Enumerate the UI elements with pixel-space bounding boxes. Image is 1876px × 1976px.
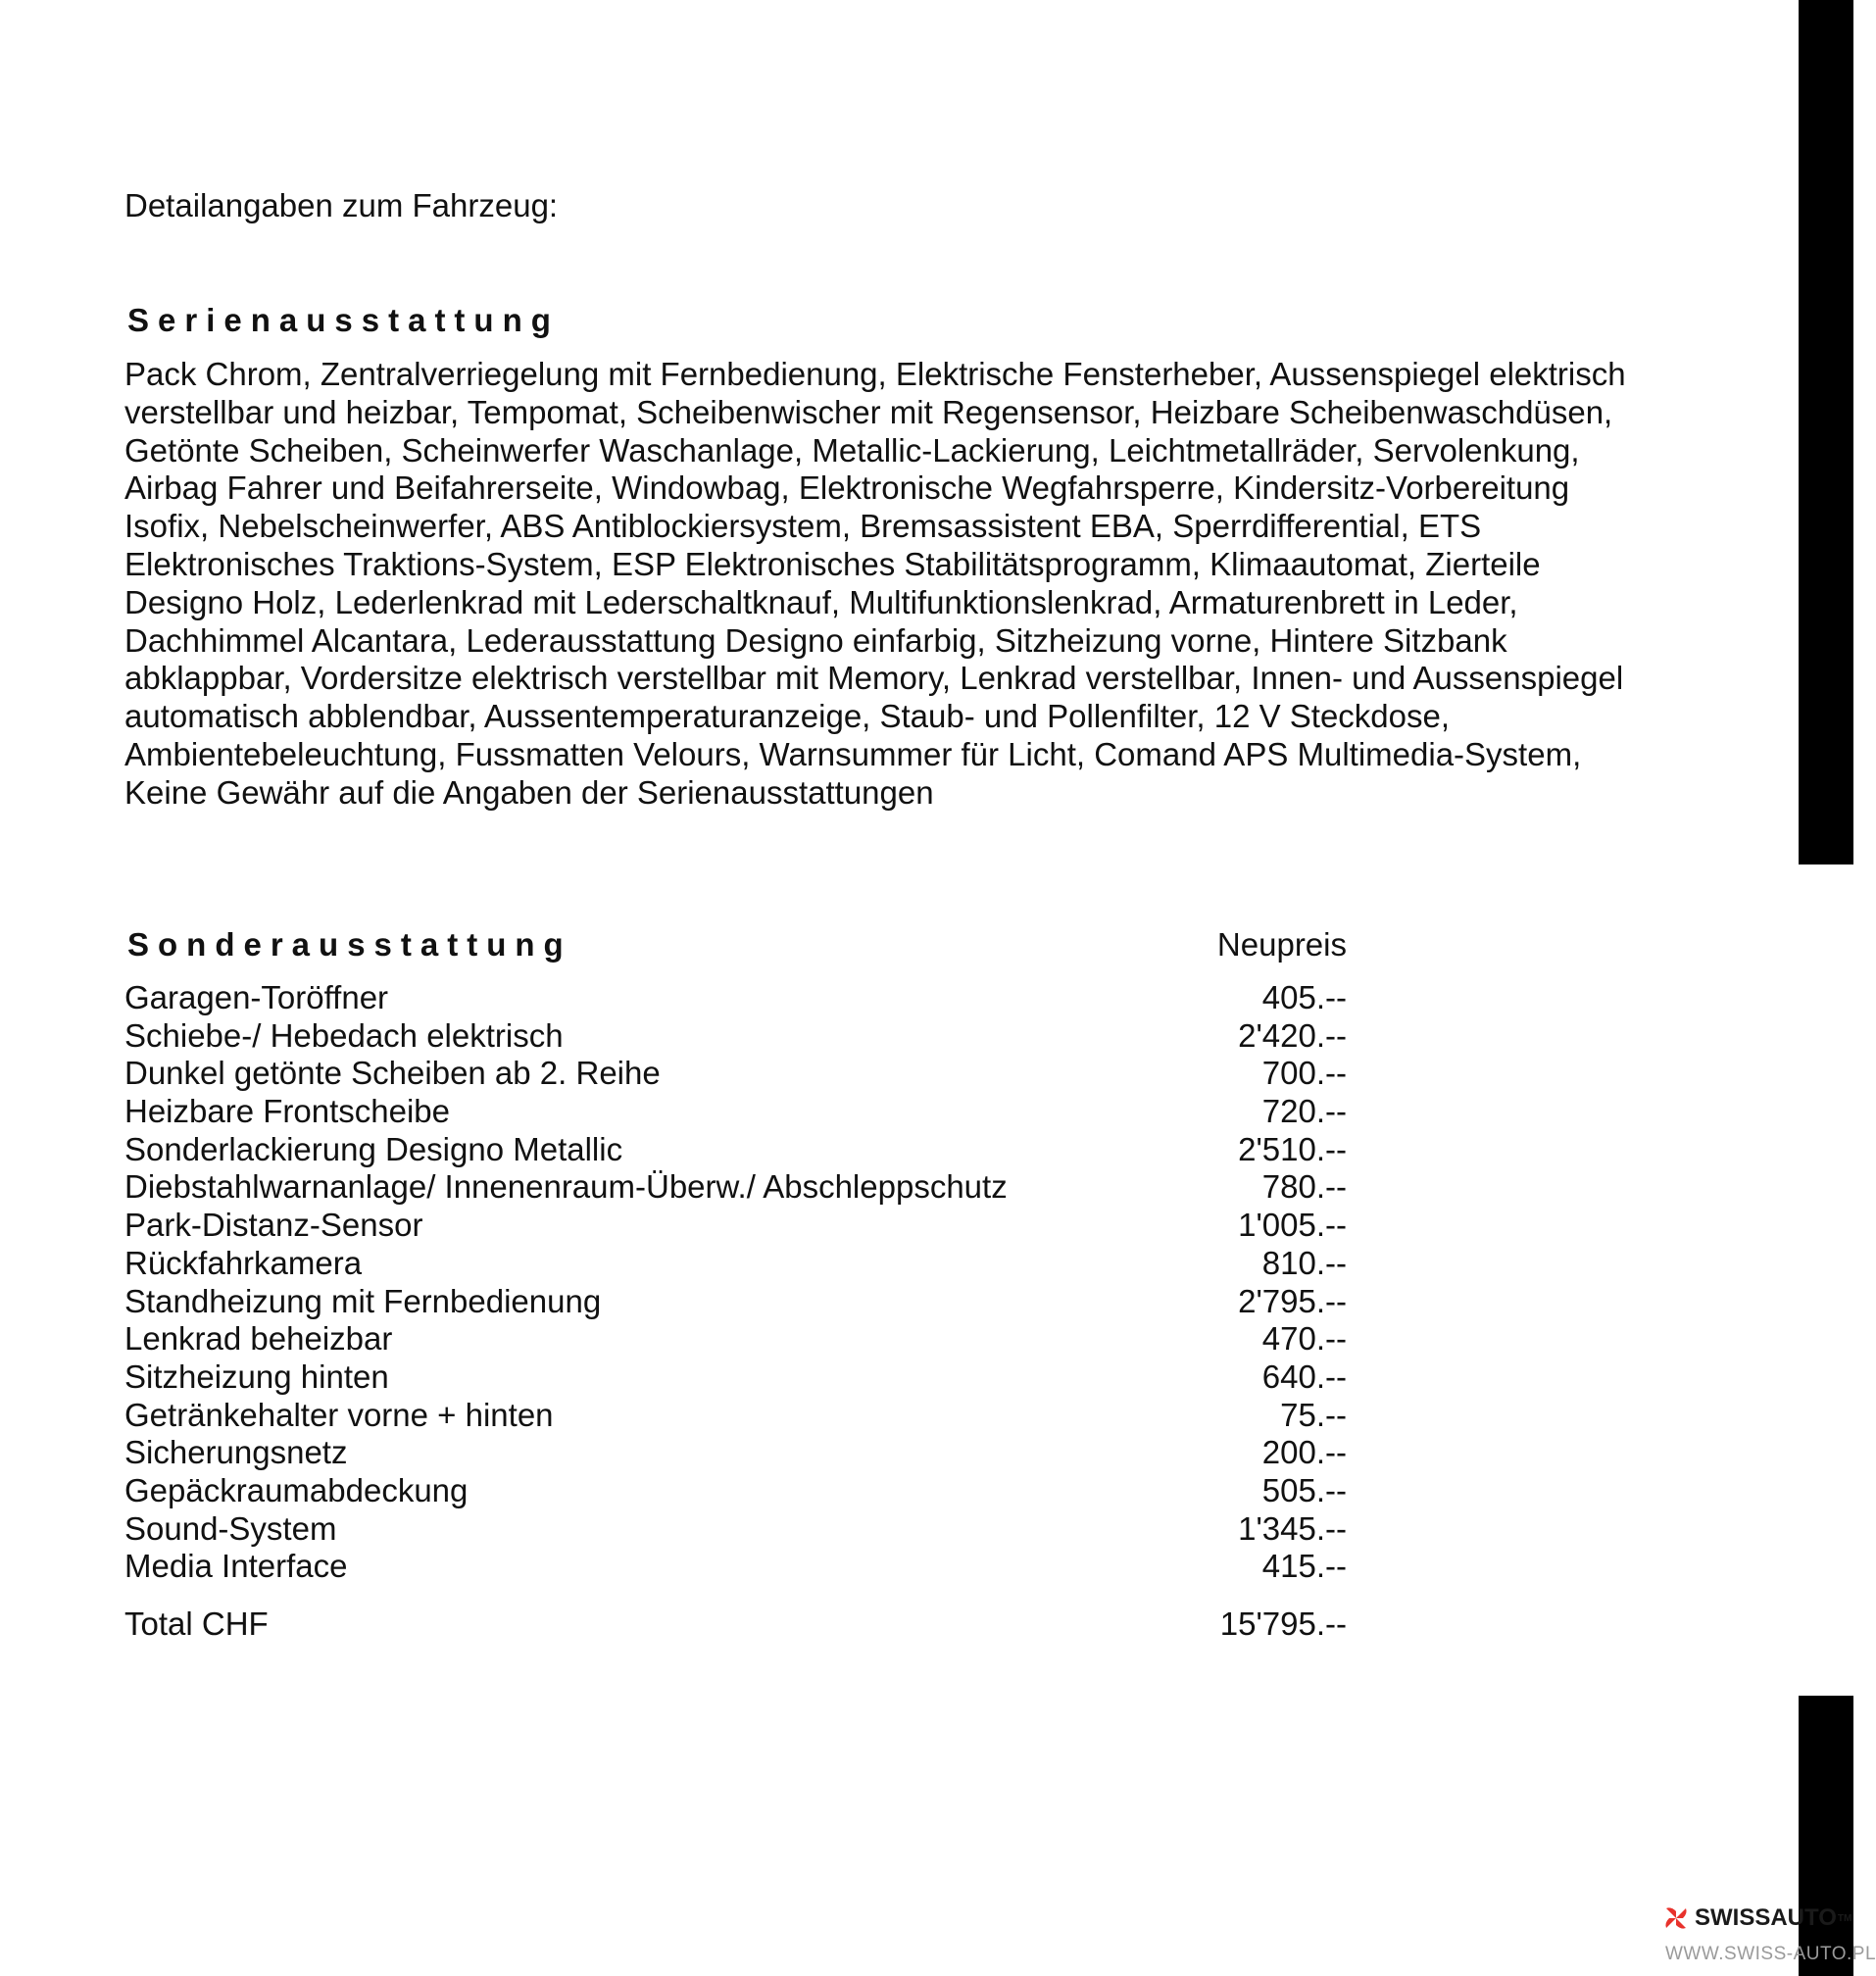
total-label: Total CHF xyxy=(124,1606,269,1642)
option-label: Diebstahlwarnanlage/ Innenenraum-Überw./ Abschleppschutz xyxy=(124,1168,1008,1206)
option-row xyxy=(124,1283,1347,1321)
total-row xyxy=(124,1605,1347,1644)
logo-text: SWISSAUTO xyxy=(1695,1904,1837,1931)
option-label: Sitzheizung hinten xyxy=(124,1358,389,1395)
option-label: Lenkrad beheizbar xyxy=(124,1320,393,1358)
option-row xyxy=(124,1131,1347,1169)
option-row xyxy=(124,1168,1347,1207)
option-label: Sonderlackierung Designo Metallic xyxy=(124,1130,623,1167)
logo-trademark: TM xyxy=(1837,1912,1852,1924)
option-price: 1'005.-- xyxy=(1238,1207,1347,1244)
option-label: Dunkel getönte Scheiben ab 2. Reihe xyxy=(124,1055,661,1092)
option-price: 1'345.-- xyxy=(1238,1509,1347,1547)
option-row xyxy=(124,1055,1347,1093)
option-row xyxy=(124,1207,1347,1245)
option-label: Garagen-Toröffner xyxy=(124,979,389,1015)
option-price: 470.-- xyxy=(1261,1320,1347,1358)
option-price: 2'510.-- xyxy=(1238,1130,1347,1167)
logo-url: WWW.SWISS-AUTO.PL xyxy=(1665,1944,1876,1964)
option-row xyxy=(124,1510,1347,1549)
option-price: 2'795.-- xyxy=(1238,1282,1347,1319)
option-label: Schiebe-/ Hebedach elektrisch xyxy=(124,1016,564,1054)
option-label: Sicherungsnetz xyxy=(124,1434,348,1471)
option-price: 780.-- xyxy=(1261,1168,1347,1206)
serienausstattung-heading: Serienausstattung xyxy=(127,302,560,338)
option-row xyxy=(124,1472,1347,1510)
option-price: 640.-- xyxy=(1261,1358,1347,1395)
serienausstattung-text: Pack Chrom, Zentralverriegelung mit Fernbedienung, Elektrische Fensterheber, Aussenspiegel elektrisch verstellbar und heizbar, Tempomat, Scheibenwischer mit Regensensor, Heizbare Scheibenwaschdüsen, Getönte Scheiben, Scheinwerfer Waschanlage, Metallic-Lackierung, Leichtmetallräder, Servolenkung, Airbag Fahrer und Beifahrerseite, Windowbag, Elektronische Wegfahrsperre, Kindersitz-Vorbereitung Isofix, Nebelscheinwerfer, ABS Antiblockiersystem, Bremsassistent EBA, Sperrdifferential, ETS Elektronisches Traktions-System, ESP Elektronisches Stabilitätsprogramm, Klimaautomat, Zierteile Designo Holz, Lederlenkrad mit Lederschaltknauf, Multifunktionslenkrad, Armaturenbrett in Leder, Dachhimmel Alcantara, Lederausstattung Designo einfarbig, Sitzheizung vorne, Hintere Sitzbank abklappbar, Vordersitze elektrisch verstellbar mit Memory, Lenkrad verstellbar, Innen- und Aussenspiegel automatisch abblendbar, Aussentemperaturanzeige, Staub- und Pollenfilter, 12 V Steckdose, Ambientebeleuchtung, Fussmatten Velours, Warnsummer für Licht, Comand APS Multimedia-System, Keine Gewähr auf die Angaben der Serienausstattungen xyxy=(124,356,1626,811)
option-row xyxy=(124,1017,1347,1056)
option-label: Heizbare Frontscheibe xyxy=(124,1093,450,1130)
sonderausstattung-heading: Sonderausstattung xyxy=(127,926,572,963)
option-label: Gepäckraumabdeckung xyxy=(124,1471,469,1508)
option-price: 810.-- xyxy=(1261,1244,1347,1281)
option-price: 415.-- xyxy=(1261,1548,1347,1585)
option-price: 720.-- xyxy=(1261,1093,1347,1130)
option-price: 505.-- xyxy=(1261,1471,1347,1508)
option-label: Park-Distanz-Sensor xyxy=(124,1207,423,1244)
option-row xyxy=(124,1434,1347,1472)
intro-heading: Detailangaben zum Fahrzeug: xyxy=(124,187,559,223)
options-list xyxy=(124,979,1347,1586)
swissauto-logo xyxy=(1663,1904,1851,1932)
option-price: 700.-- xyxy=(1261,1055,1347,1092)
option-price: 2'420.-- xyxy=(1238,1016,1347,1054)
option-price: 405.-- xyxy=(1261,979,1347,1015)
option-row xyxy=(124,979,1347,1017)
option-label: Standheizung mit Fernbedienung xyxy=(124,1282,602,1319)
option-label: Media Interface xyxy=(124,1548,348,1585)
option-label: Sound-System xyxy=(124,1509,337,1547)
neupreis-column-header: Neupreis xyxy=(1216,926,1347,963)
option-price: 200.-- xyxy=(1261,1434,1347,1471)
option-price: 75.-- xyxy=(1280,1396,1347,1433)
scan-edge-bar-top xyxy=(1799,0,1853,864)
option-row xyxy=(124,1548,1347,1586)
option-row xyxy=(124,1245,1347,1283)
swissauto-cross-icon xyxy=(1663,1905,1689,1931)
option-row xyxy=(124,1358,1347,1397)
option-row xyxy=(124,1093,1347,1131)
total-value: 15'795.-- xyxy=(1219,1606,1347,1642)
option-label: Getränkehalter vorne + hinten xyxy=(124,1396,554,1433)
option-row xyxy=(124,1320,1347,1358)
option-row xyxy=(124,1397,1347,1435)
scan-edge-bar-bottom xyxy=(1799,1696,1853,1976)
option-label: Rückfahrkamera xyxy=(124,1244,363,1281)
